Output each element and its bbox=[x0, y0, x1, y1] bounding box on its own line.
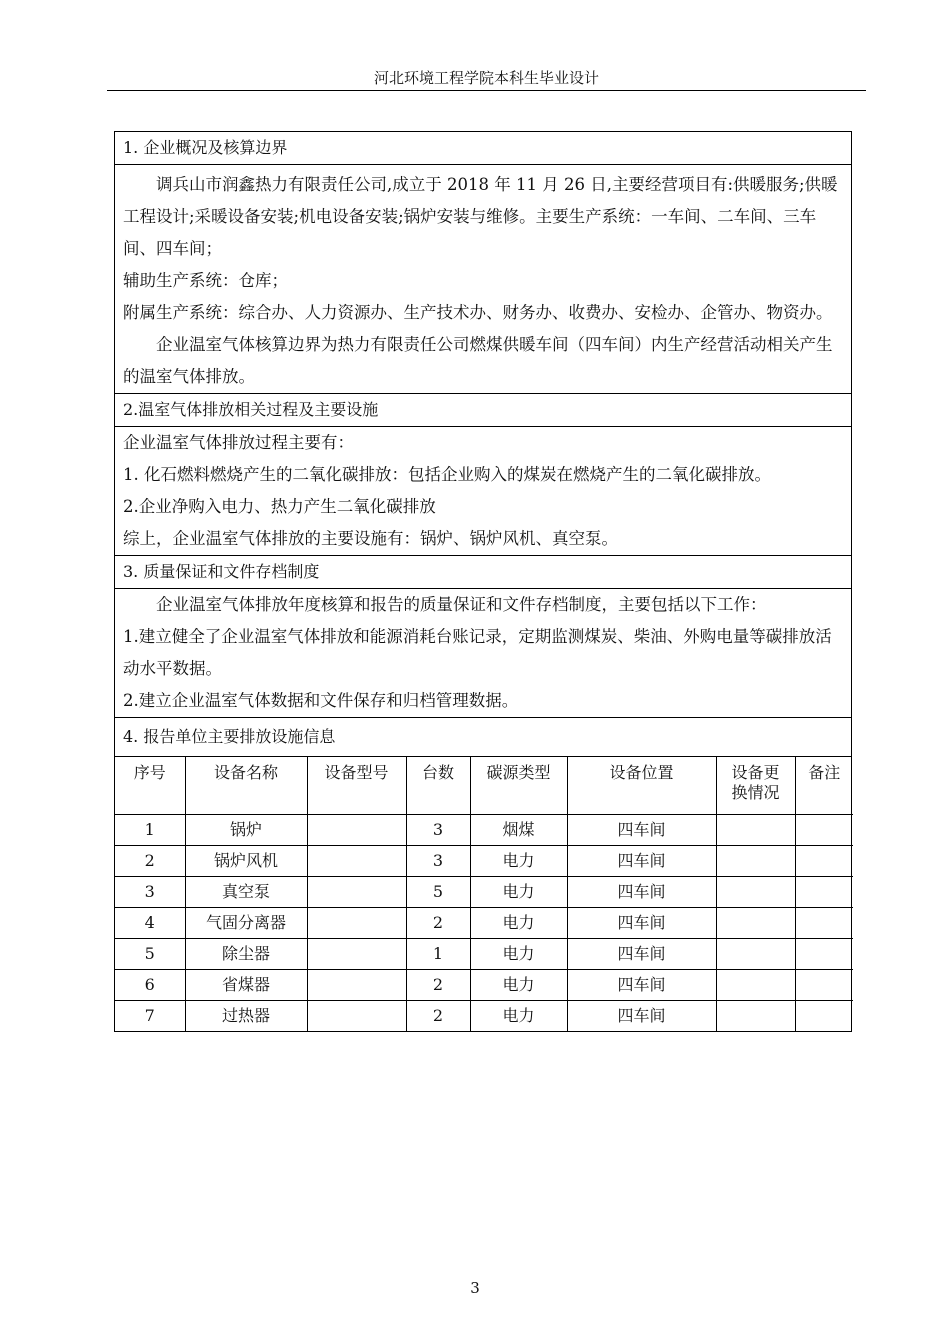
table-cell bbox=[307, 970, 406, 1001]
facilities-header-row bbox=[115, 757, 853, 815]
table-cell: 电力 bbox=[470, 846, 567, 877]
section-1-body bbox=[115, 165, 852, 394]
table-cell: 四车间 bbox=[567, 1001, 716, 1032]
table-cell bbox=[716, 939, 795, 970]
section-2-para-3: 2.企业净购入电力、热力产生二氧化碳排放 bbox=[123, 497, 436, 516]
table-cell: 电力 bbox=[470, 908, 567, 939]
table-cell: 7 bbox=[115, 1001, 185, 1032]
table-cell: 6 bbox=[115, 970, 185, 1001]
table-cell: 5 bbox=[406, 877, 470, 908]
table-cell bbox=[795, 908, 853, 939]
table-cell: 四车间 bbox=[567, 970, 716, 1001]
table-cell: 电力 bbox=[470, 939, 567, 970]
table-cell: 过热器 bbox=[185, 1001, 307, 1032]
section-1-para-3: 附属生产系统：综合办、人力资源办、生产技术办、财务办、收费办、安检办、企管办、物资办。 bbox=[123, 303, 833, 322]
section-1-para-1: 调兵山市润鑫热力有限责任公司,成立于 2018 年 11 月 26 日,主要经营项目有:供暖服务;供暖工程设计;采暖设备安装;机电设备安装;锅炉安装与维修。主要生产系统：一车间、二车间、三车间、四车间； bbox=[123, 175, 838, 258]
facilities-table bbox=[115, 757, 853, 1031]
table-cell bbox=[307, 815, 406, 846]
table-row bbox=[115, 877, 853, 908]
table-cell bbox=[307, 846, 406, 877]
section-4-heading: 4. 报告单位主要排放设施信息 bbox=[115, 718, 852, 757]
table-cell bbox=[716, 908, 795, 939]
table-cell bbox=[795, 970, 853, 1001]
table-cell: 3 bbox=[406, 846, 470, 877]
section-3-para-3: 2.建立企业温室气体数据和文件保存和归档管理数据。 bbox=[123, 691, 519, 710]
table-row bbox=[115, 815, 853, 846]
table-row bbox=[115, 1001, 853, 1032]
table-cell: 3 bbox=[115, 877, 185, 908]
table-cell: 省煤器 bbox=[185, 970, 307, 1001]
table-cell bbox=[307, 1001, 406, 1032]
section-4-body bbox=[115, 757, 852, 1032]
table-cell bbox=[307, 908, 406, 939]
table-row bbox=[115, 939, 853, 970]
facilities-rows bbox=[115, 815, 853, 1032]
table-cell bbox=[716, 1001, 795, 1032]
column-header: 序号 bbox=[115, 757, 185, 815]
section-3-heading: 3. 质量保证和文件存档制度 bbox=[115, 556, 852, 589]
column-header: 备注 bbox=[795, 757, 853, 815]
table-cell: 烟煤 bbox=[470, 815, 567, 846]
column-header: 设备更换情况 bbox=[716, 757, 795, 815]
section-2-para-2: 1. 化石燃料燃烧产生的二氧化碳排放：包括企业购入的煤炭在燃烧产生的二氧化碳排放。 bbox=[123, 465, 771, 484]
table-cell: 四车间 bbox=[567, 939, 716, 970]
table-row bbox=[115, 970, 853, 1001]
table-cell bbox=[795, 939, 853, 970]
section-1-para-2: 辅助生产系统：仓库； bbox=[123, 271, 288, 290]
section-2-heading: 2.温室气体排放相关过程及主要设施 bbox=[115, 394, 852, 427]
section-2-body bbox=[115, 427, 852, 556]
table-cell bbox=[716, 970, 795, 1001]
table-cell: 锅炉风机 bbox=[185, 846, 307, 877]
table-cell bbox=[795, 1001, 853, 1032]
table-cell bbox=[795, 846, 853, 877]
table-cell: 电力 bbox=[470, 877, 567, 908]
table-cell: 2 bbox=[406, 1001, 470, 1032]
table-row bbox=[115, 908, 853, 939]
table-cell: 3 bbox=[406, 815, 470, 846]
table-cell: 四车间 bbox=[567, 846, 716, 877]
table-cell bbox=[716, 846, 795, 877]
table-cell: 2 bbox=[115, 846, 185, 877]
table-cell bbox=[716, 815, 795, 846]
table-cell: 5 bbox=[115, 939, 185, 970]
column-header: 碳源类型 bbox=[470, 757, 567, 815]
table-cell: 电力 bbox=[470, 970, 567, 1001]
column-header: 设备型号 bbox=[307, 757, 406, 815]
table-cell: 1 bbox=[406, 939, 470, 970]
page-number: 3 bbox=[470, 1279, 480, 1297]
table-cell bbox=[307, 877, 406, 908]
table-cell bbox=[795, 815, 853, 846]
section-1-para-4: 企业温室气体核算边界为热力有限责任公司燃煤供暖车间（四车间）内生产经营活动相关产生的温室气体排放。 bbox=[123, 335, 833, 386]
table-cell: 真空泵 bbox=[185, 877, 307, 908]
section-2-para-1: 企业温室气体排放过程主要有： bbox=[123, 433, 354, 452]
section-3-body bbox=[115, 589, 852, 718]
table-cell: 4 bbox=[115, 908, 185, 939]
table-row bbox=[115, 846, 853, 877]
report-table bbox=[114, 131, 852, 1032]
section-2-para-4: 综上，企业温室气体排放的主要设施有：锅炉、锅炉风机、真空泵。 bbox=[123, 529, 618, 548]
section-3-para-1: 企业温室气体排放年度核算和报告的质量保证和文件存档制度，主要包括以下工作： bbox=[156, 595, 767, 614]
header-divider bbox=[107, 90, 866, 91]
section-1-heading: 1. 企业概况及核算边界 bbox=[115, 132, 852, 165]
column-header: 台数 bbox=[406, 757, 470, 815]
table-cell bbox=[307, 939, 406, 970]
table-cell: 四车间 bbox=[567, 877, 716, 908]
column-header: 设备名称 bbox=[185, 757, 307, 815]
table-cell bbox=[795, 877, 853, 908]
table-cell: 1 bbox=[115, 815, 185, 846]
table-cell: 气固分离器 bbox=[185, 908, 307, 939]
table-cell: 四车间 bbox=[567, 815, 716, 846]
section-3-para-2: 1.建立健全了企业温室气体排放和能源消耗台账记录，定期监测煤炭、柴油、外购电量等碳排放活动水平数据。 bbox=[123, 627, 832, 678]
table-cell: 锅炉 bbox=[185, 815, 307, 846]
page-header-title: 河北环境工程学院本科生毕业设计 bbox=[373, 69, 599, 87]
table-cell: 四车间 bbox=[567, 908, 716, 939]
table-cell: 除尘器 bbox=[185, 939, 307, 970]
table-cell: 2 bbox=[406, 908, 470, 939]
table-cell: 2 bbox=[406, 970, 470, 1001]
table-cell bbox=[716, 877, 795, 908]
table-cell: 电力 bbox=[470, 1001, 567, 1032]
column-header: 设备位置 bbox=[567, 757, 716, 815]
